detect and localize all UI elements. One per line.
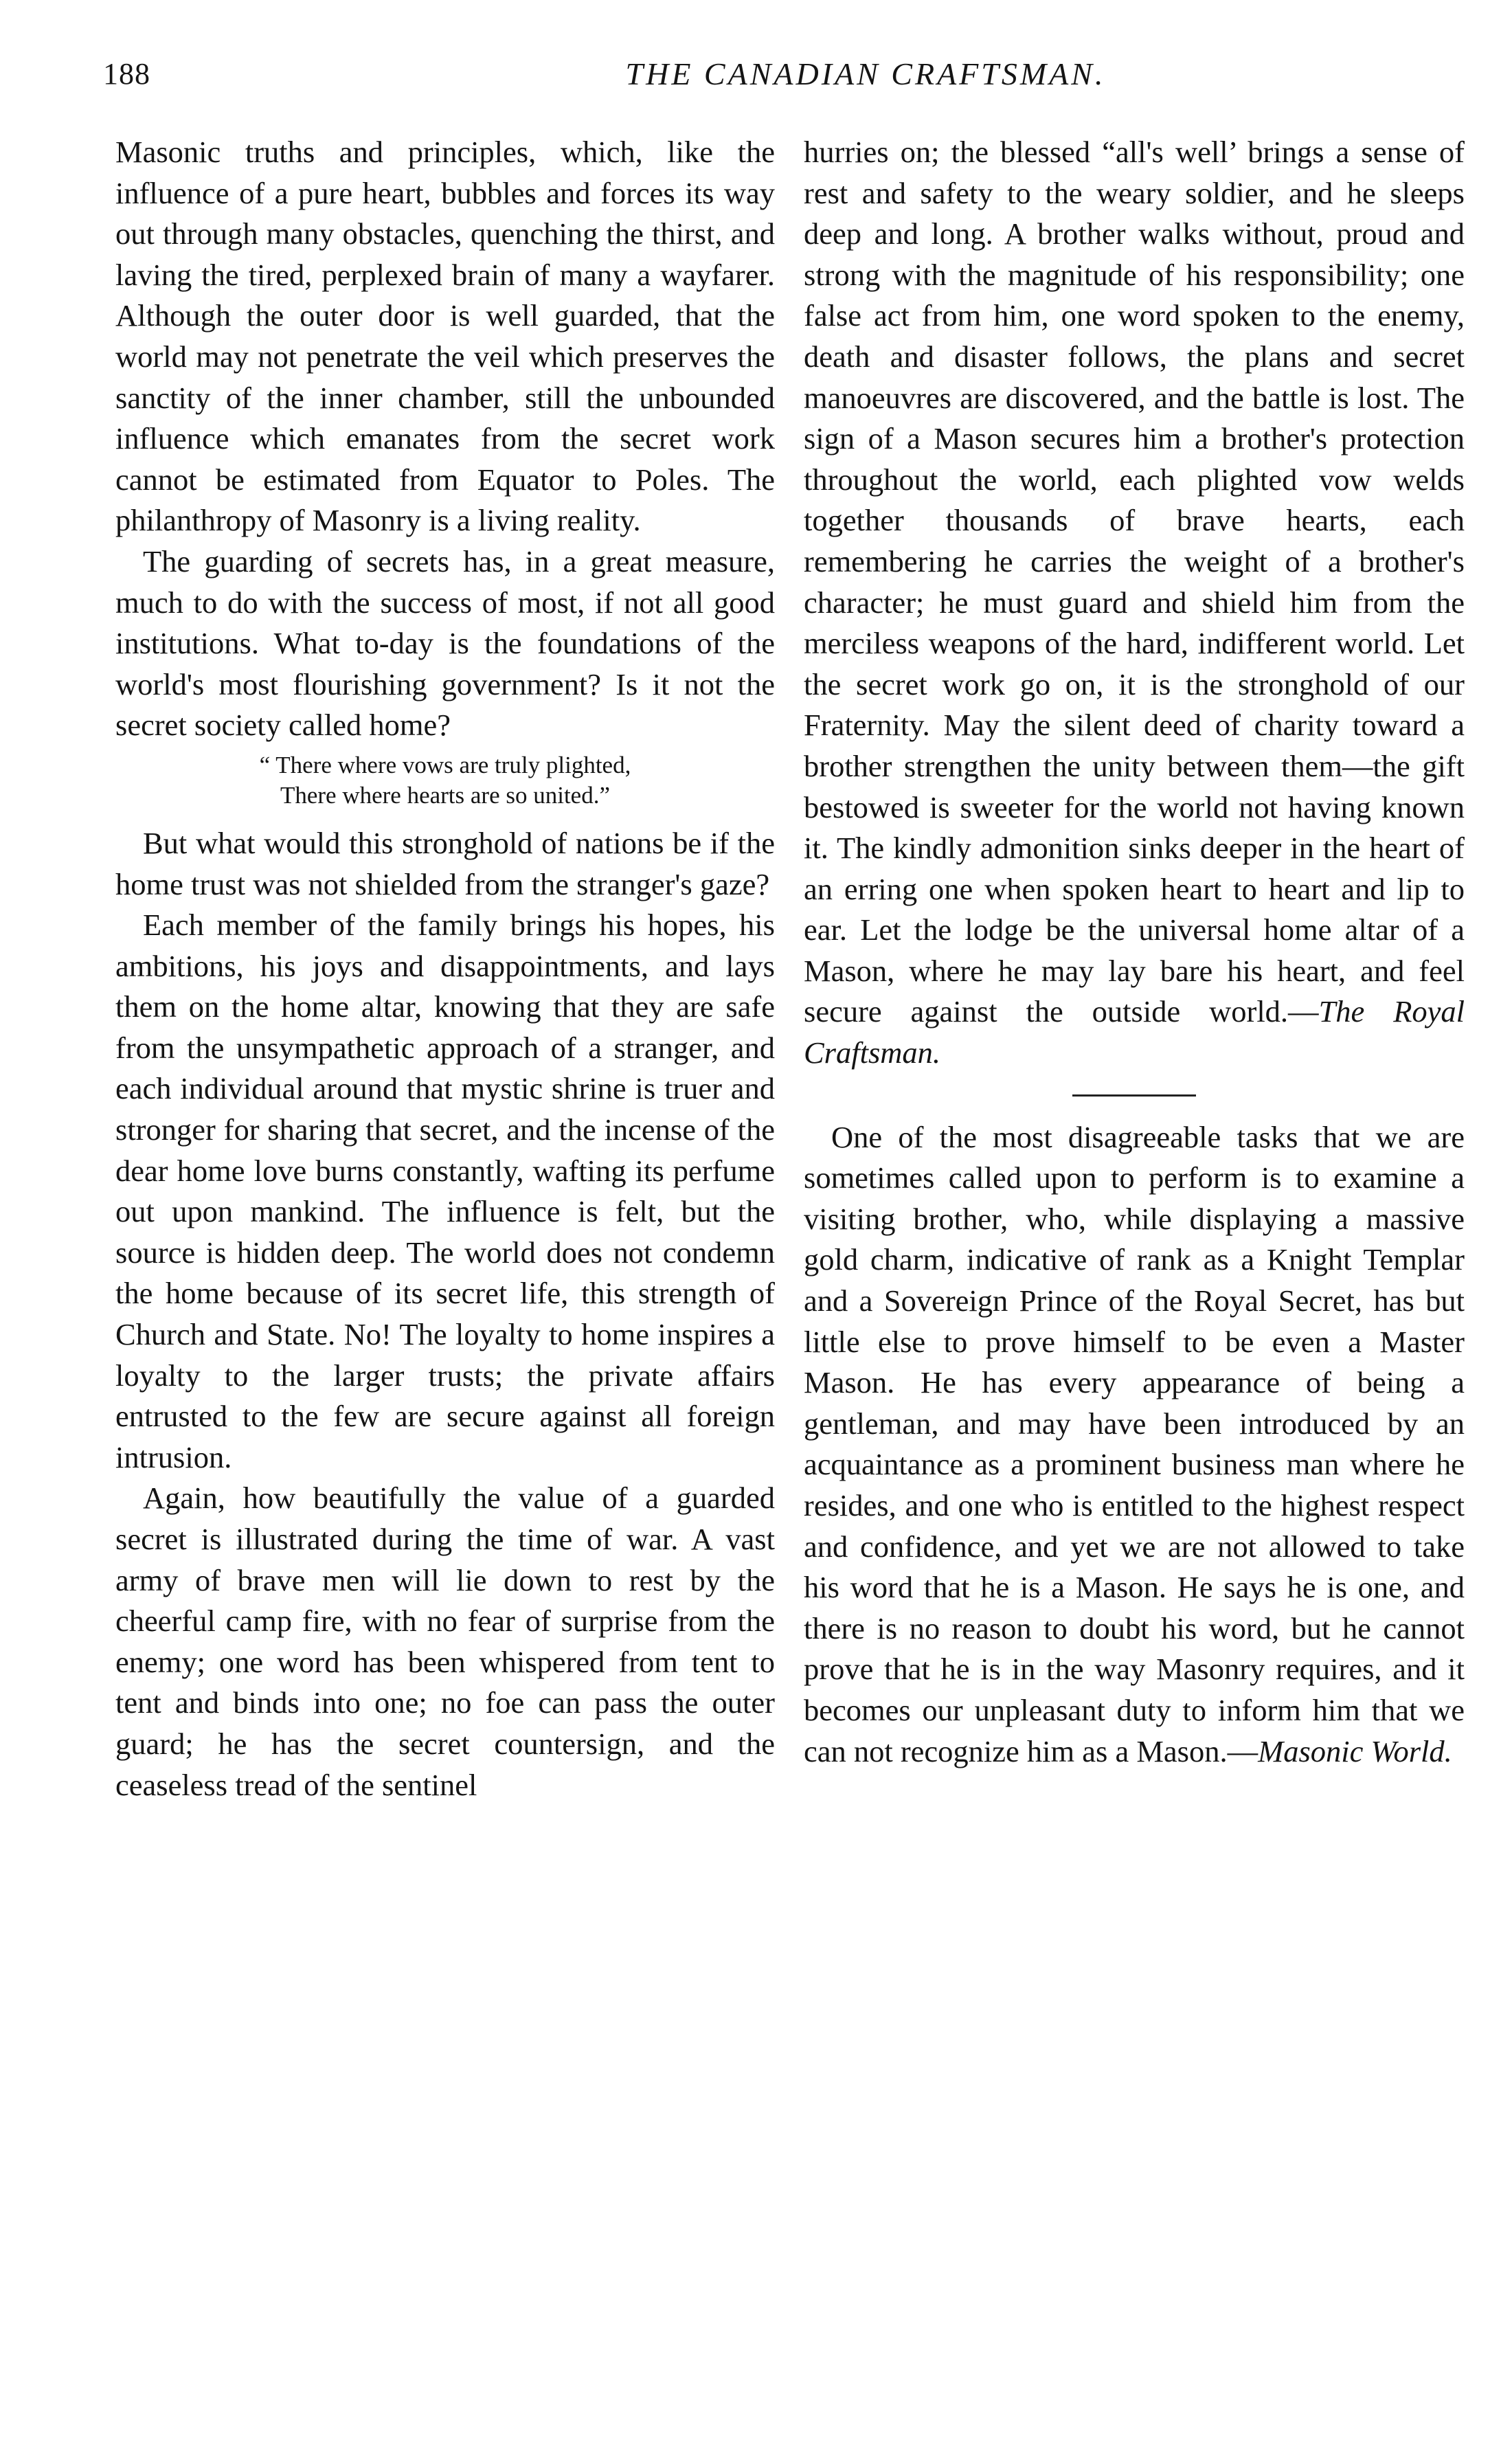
verse-line-1: “ There where vows are truly plighted,: [259, 751, 631, 778]
left-paragraph-5: Again, how beautifully the value of a guarded secret is illustrated during the time of war. A vast army of brave men will lie down to rest by the cheerful camp fire, with no fear of surprise from the enemy; one word has been whispered from tent to tent and binds into one; no foe can pass the outer guard; he has the secret countersign, and the ceaseless tread of the sentinel: [115, 1481, 775, 1802]
right-paragraph-2-text: One of the most disagreeable tasks that we are sometimes called upon to perform is to examine a visiting brother, who, while displaying a massive gold charm, indicative of rank as a Knight Templar and a Sovereign Prince of the Royal Secret, has but little else to prove himself to be even a Master Mason. He has every appearance of being a gentleman, and may have been introduced by an acquaintance as a prominent business man where he resides, and one who is entitled to the highest respect and confidence, and yet we are not allowed to take his word that he is a Mason. He says he is one, and there is no reason to doubt his word, but he cannot prove that he is in the way Masonry requires, and it becomes our unpleasant duty to inform him that we can not recognize him as a Mason.—: [804, 1119, 1465, 1768]
attribution-royal-craftsman: The Royal Craftsman.: [804, 994, 1465, 1070]
right-paragraph-1-text: hurries on; the blessed “all's well’ brings a sense of rest and safety to the weary soldier, and he sleeps deep and long. A brother walks without, proud and strong with the magnitude of his responsibility; one false act from him, one word spoken to the enemy, death and disaster follows, the plans and secret manoeuvres are discovered, and the battle is lost. The sign of a Mason secures him a brother's protection throughout the world, each plighted vow welds together thousands of brave hearts, each remembering he carries the weight of a brother's character; he must guard and shield him from the merciless weapons of the hard, indifferent world. Let the secret work go on, it is the stronghold of our Fraternity. May the silent deed of charity toward a brother strengthen the unity between them—the gift bestowed is sweeter for the world not having known it. The kindly admonition sinks deeper in the heart of an erring one when spoken heart to heart and lip to ear. Let the lodge be the universal home altar of a Mason, where he may lay bare his heart, and feel secure against the outside world.—: [804, 135, 1465, 1029]
attribution-masonic-world: Masonic World.: [1258, 1733, 1452, 1768]
right-column: [804, 132, 1465, 1772]
running-title: THE CANADIAN CRAFTSMAN.: [625, 56, 1106, 91]
left-column: [115, 132, 775, 1806]
page-header: [103, 54, 1436, 102]
right-paragraph-2: [804, 1117, 1465, 1773]
page-number: 188: [103, 57, 150, 91]
left-paragraph-4: Each member of the family brings his hopes, his ambitions, his joys and disappointments, and lays them on the home altar, knowing that they are safe from the unsympathetic approach of a stranger, and each individual around that mystic shrine is truer and stronger for sharing that secret, and the incense of the dear home love burns constantly, wafting its perfume out upon mankind. The influence is felt, but the source is hidden deep. The world does not condemn the home because of its secret life, this strength of Church and State. No! The loyalty to home inspires a loyalty to the larger trusts; the private affairs entrusted to the few are secure against all foreign intrusion.: [115, 908, 775, 1474]
left-paragraph-3: But what would this stronghold of nations be if the home trust was not shielded from the stranger's gaze?: [115, 825, 775, 901]
right-paragraph-1: [804, 132, 1465, 1074]
left-paragraph-2: The guarding of secrets has, in a great measure, much to do with the success of most, if not all good institutions. What to-day is the foundations of the world's most flourishing government? Is it not the secret society called home?: [115, 543, 775, 743]
section-divider: [1072, 1094, 1196, 1097]
verse-line-2: There where hearts are so united.”: [280, 781, 611, 809]
verse-quote: [115, 750, 775, 811]
left-paragraph-1: Masonic truths and principles, which, like the influence of a pure heart, bubbles and forces its way out through many obstacles, quenching the thirst, and laving the tired, perplexed brain of many a wayfarer. Although the outer door is well guarded, that the world may not penetrate the veil which preserves the sanctity of the inner chamber, still the unbounded influence which emanates from the secret work cannot be estimated from Equator to Poles. The philanthropy of Masonry is a living reality.: [115, 135, 775, 538]
